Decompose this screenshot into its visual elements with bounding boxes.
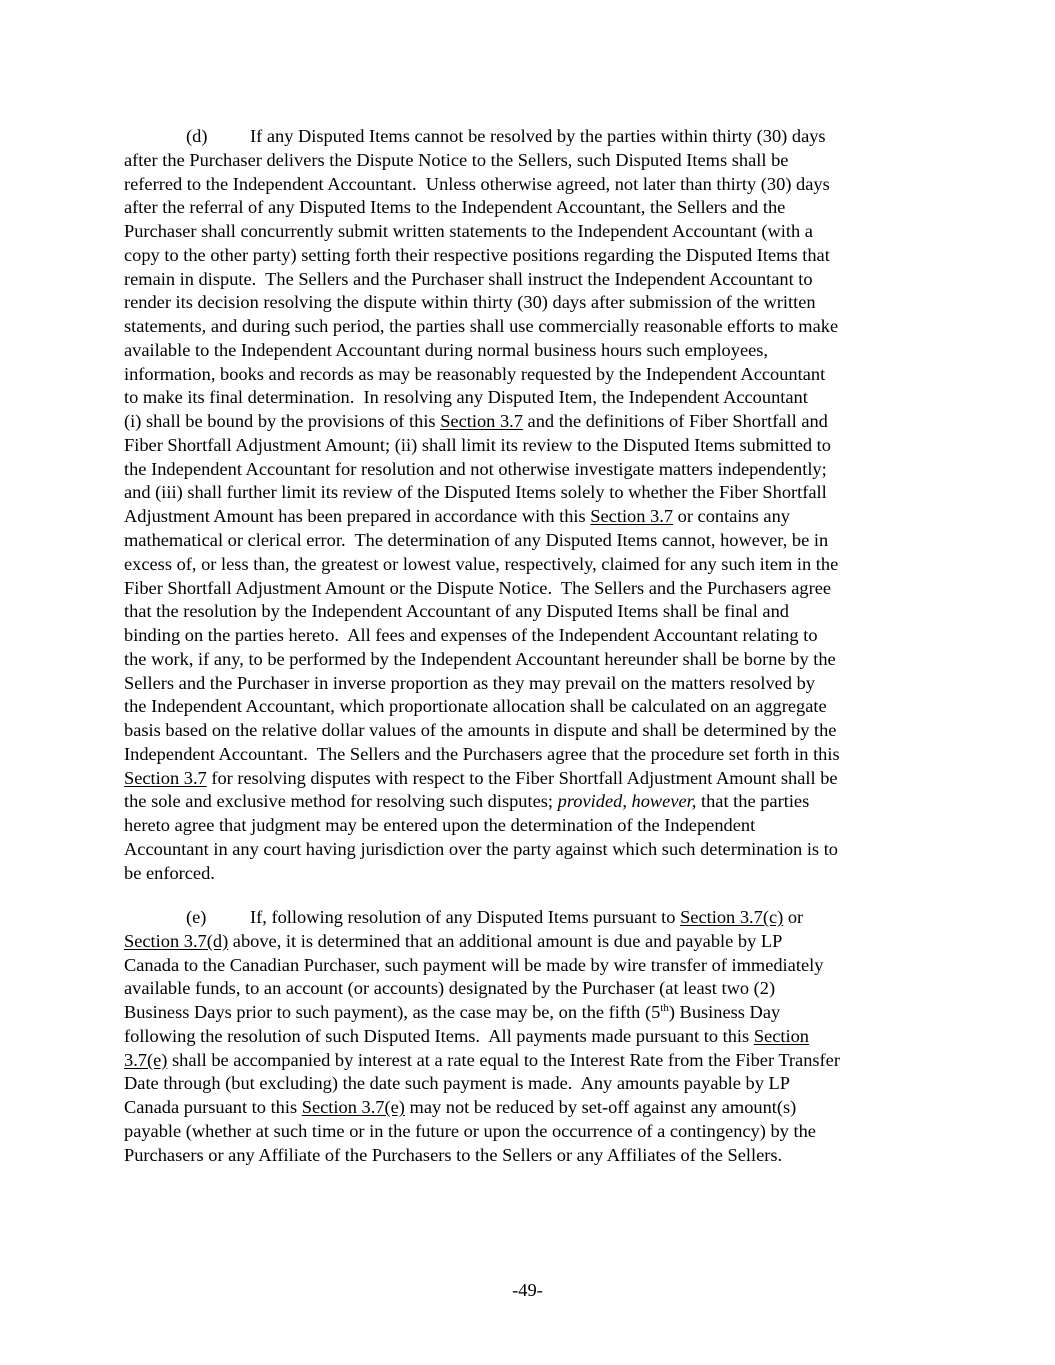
- text-line: [124, 386, 944, 410]
- section-reference: Section 3.7: [590, 506, 674, 527]
- text-run: ) Business Day: [668, 1002, 781, 1023]
- text-line: [124, 743, 944, 767]
- text-line: [124, 838, 944, 862]
- text-run: shall be accompanied by interest at a rate equal to the Interest Rate from the Fiber Transfer: [167, 1049, 840, 1070]
- text-line: [124, 600, 944, 624]
- text-run: Adjustment Amount has been prepared in accordance with this: [124, 506, 591, 527]
- text-run: following the resolution of such Disputed Items. All payments made pursuant to this: [124, 1025, 754, 1046]
- text-run: Accountant in any court having jurisdiction over the party against which such determination is to: [124, 838, 838, 859]
- text-line: [124, 244, 944, 268]
- text-line: [124, 906, 944, 930]
- text-line: [124, 553, 944, 577]
- italic-text: provided, however,: [557, 791, 697, 812]
- text-run: the Independent Accountant, which proportionate allocation shall be calculated on an aggregate: [124, 696, 827, 717]
- text-line: [124, 529, 944, 553]
- text-line: [124, 1001, 944, 1025]
- text-line: [124, 1144, 944, 1168]
- text-run: above, it is determined that an additional amount is due and payable by LP: [228, 930, 783, 951]
- text-run: after the Purchaser delivers the Dispute Notice to the Sellers, such Disputed Items shall be: [124, 149, 789, 170]
- page-number: -49-: [512, 1280, 543, 1300]
- text-line: [124, 977, 944, 1001]
- text-run: excess of, or less than, the greatest or lowest value, respectively, claimed for any such item in the: [124, 553, 839, 574]
- superscript: th: [660, 1002, 669, 1015]
- text-run: referred to the Independent Accountant. Unless otherwise agreed, not later than thirty (30) days: [124, 173, 830, 194]
- text-run: render its decision resolving the dispute within thirty (30) days after submission of the written: [124, 292, 816, 313]
- text-run: the Independent Accountant for resolution and not otherwise investigate matters independently;: [124, 458, 827, 479]
- text-line: [124, 1072, 944, 1096]
- text-run: that the parties: [696, 791, 810, 812]
- text-run: available funds, to an account (or accounts) designated by the Purchaser (at least two (2): [124, 978, 776, 999]
- text-line: [124, 624, 944, 648]
- text-line: [124, 1025, 944, 1049]
- text-run: Date through (but excluding) the date such payment is made. Any amounts payable by LP: [124, 1073, 790, 1094]
- text-run: available to the Independent Accountant during normal business hours such employees,: [124, 339, 769, 360]
- text-line: [124, 149, 944, 173]
- section-reference: Section: [753, 1025, 809, 1046]
- text-run: remain in dispute. The Sellers and the Purchaser shall instruct the Independent Accountant to: [124, 268, 813, 289]
- text-run: basis based on the relative dollar values of the amounts in dispute and shall be determined by the: [124, 720, 837, 741]
- text-run: copy to the other party) setting forth their respective positions regarding the Disputed Items that: [124, 244, 830, 265]
- text-line: [124, 505, 944, 529]
- text-run: binding on the parties hereto. All fees and expenses of the Independent Accountant relating to: [124, 625, 818, 646]
- section-reference: Section 3.7: [440, 411, 523, 432]
- text-line: [124, 1120, 944, 1144]
- text-run: that the resolution by the Independent Accountant of any Disputed Items shall be final and: [124, 601, 789, 622]
- section-reference: Section 3.7: [124, 767, 207, 788]
- text-line: [124, 648, 944, 672]
- text-line: [124, 930, 944, 954]
- text-line: [124, 1049, 944, 1073]
- text-run: Sellers and the Purchaser in inverse proportion as they may prevail on the matters resolved by: [124, 672, 815, 693]
- text-run: or contains any: [673, 506, 790, 527]
- text-line: [124, 767, 944, 791]
- text-line: [124, 862, 944, 886]
- text-line: [124, 125, 944, 149]
- text-line: [124, 577, 944, 601]
- text-run: Independent Accountant. The Sellers and the Purchasers agree that the procedure set forth in this: [124, 743, 840, 764]
- text-line: [124, 672, 944, 696]
- text-run: Fiber Shortfall Adjustment Amount; (ii) shall limit its review to the Disputed Items submitted to: [124, 434, 831, 455]
- text-run: If, following resolution of any Disputed Items pursuant to: [250, 907, 681, 927]
- text-run: and (iii) shall further limit its review of the Disputed Items solely to whether the Fiber Shortfall: [124, 482, 827, 503]
- text-run: If any Disputed Items cannot be resolved by the parties within thirty (30) days: [250, 126, 826, 146]
- text-line: [124, 315, 944, 339]
- text-run: the sole and exclusive method for resolving such disputes;: [124, 791, 558, 812]
- text-line: [124, 173, 944, 197]
- text-line: [124, 719, 944, 743]
- section-reference: Section 3.7(e): [301, 1097, 405, 1118]
- text-run: (i) shall be bound by the provisions of this: [124, 411, 441, 432]
- paragraph-d: [124, 125, 944, 886]
- text-run: Purchasers or any Affiliate of the Purchasers to the Sellers or any Affiliates of the Sellers.: [124, 1144, 783, 1165]
- text-run: Canada pursuant to this: [124, 1097, 302, 1118]
- text-run: be enforced.: [124, 862, 215, 883]
- paragraph-label: (d): [186, 126, 208, 146]
- paragraph-label: (e): [186, 907, 207, 927]
- text-line: [124, 458, 944, 482]
- text-line: [124, 695, 944, 719]
- text-line: [124, 268, 944, 292]
- text-run: after the referral of any Disputed Items to the Independent Accountant, the Sellers and the: [124, 197, 786, 218]
- text-run: Canada to the Canadian Purchaser, such payment will be made by wire transfer of immediately: [124, 954, 824, 975]
- text-line: [124, 363, 944, 387]
- text-line: [124, 790, 944, 814]
- text-run: Fiber Shortfall Adjustment Amount or the Dispute Notice. The Sellers and the Purchasers agree: [124, 577, 832, 598]
- section-reference: Section 3.7(c): [680, 907, 784, 927]
- text-run: or: [783, 907, 804, 927]
- paragraph-e: [124, 906, 944, 1167]
- text-line: [124, 291, 944, 315]
- text-run: the work, if any, to be performed by the Independent Accountant hereunder shall be borne by the: [124, 648, 836, 669]
- text-line: [124, 481, 944, 505]
- text-line: [124, 196, 944, 220]
- text-line: [124, 410, 944, 434]
- text-run: for resolving disputes with respect to the Fiber Shortfall Adjustment Amount shall be: [206, 767, 838, 788]
- text-run: payable (whether at such time or in the future or upon the occurrence of a contingency) by the: [124, 1120, 816, 1141]
- text-run: mathematical or clerical error. The determination of any Disputed Items cannot, however, be in: [124, 530, 829, 551]
- section-reference: 3.7(e): [124, 1049, 168, 1070]
- text-line: [124, 954, 944, 978]
- text-line: [124, 434, 944, 458]
- text-run: to make its final determination. In resolving any Disputed Item, the Independent Accountant: [124, 387, 808, 408]
- text-run: information, books and records as may be reasonably requested by the Independent Accountant: [124, 363, 826, 384]
- text-run: hereto agree that judgment may be entered upon the determination of the Independent: [124, 815, 756, 836]
- text-run: may not be reduced by set-off against any amount(s): [404, 1097, 797, 1118]
- text-line: [124, 814, 944, 838]
- text-line: [124, 1096, 944, 1120]
- text-run: Purchaser shall concurrently submit written statements to the Independent Accountant (with a: [124, 221, 813, 242]
- text-run: and the definitions of Fiber Shortfall and: [522, 411, 828, 432]
- text-run: Business Days prior to such payment), as the case may be, on the fifth (5: [124, 1002, 661, 1023]
- text-line: [124, 220, 944, 244]
- text-line: [124, 339, 944, 363]
- text-run: statements, and during such period, the parties shall use commercially reasonable efforts to make: [124, 316, 839, 337]
- section-reference: Section 3.7(d): [124, 930, 229, 951]
